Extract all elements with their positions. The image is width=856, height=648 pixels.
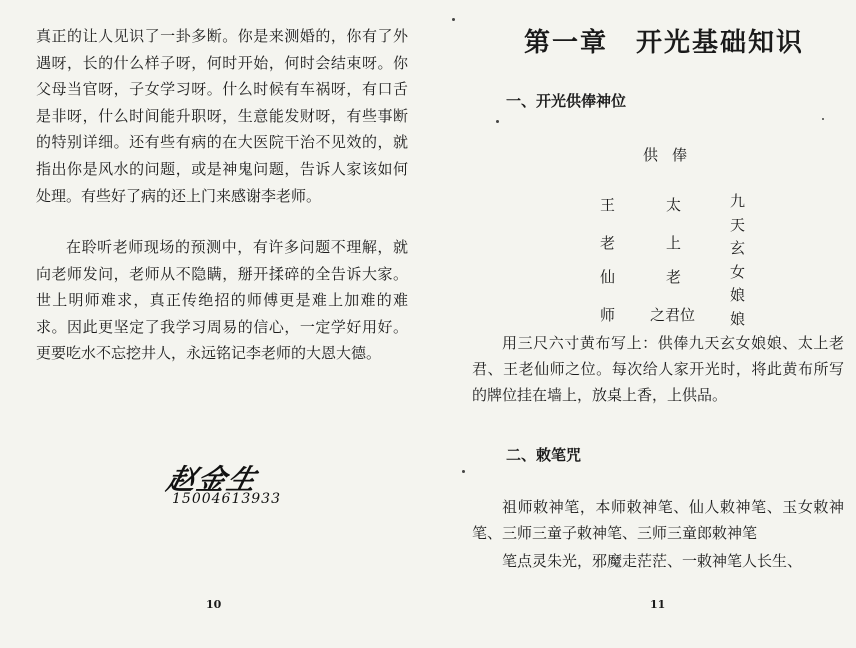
- signature: 赵金生: [163, 463, 262, 496]
- page-number: 10: [206, 598, 222, 611]
- section-heading: 一、开光供俸神位: [506, 92, 627, 110]
- tablet-char: 上: [666, 234, 682, 252]
- body-paragraph: 真正的让人见识了一卦多断。你是来测婚的，你有了外遇呀，长的什么样子呀，何时开始，何时会结束呀。你父母当官呀，子女学习呀。什么时候有车祸呀，有口舌是非呀，什么时间能升职呀，生意能发财呀，有些事断的特别详细。还有些有病的在大医院干治不见效的，就指出你是风水的问题，或是神鬼问题，告诉人家该如何处理。有些好了病的还上门来感谢李老师。: [36, 27, 408, 205]
- chapter-title: 第一章 开光基础知识: [524, 28, 805, 58]
- tablet-char: 老: [666, 268, 682, 286]
- tablet-char: 仙: [600, 268, 616, 286]
- body-paragraph: 在聆听老师现场的预测中，有许多问题不理解，就向老师发问，老师从不隐瞒，掰开揉碎的全告诉大家。世上明师难求，真正传绝招的师傅更是难上加难的难求。因此更坚定了我学习周易的信心，一定学好用好。更要吃水不忘挖井人，永远铭记李老师的大恩大德。: [36, 238, 408, 363]
- tablet-char: 老: [600, 234, 616, 252]
- tablet-title: 供俸: [643, 146, 702, 164]
- section-heading: 二、敕笔咒: [506, 446, 582, 464]
- right-page: [428, 0, 856, 648]
- scan-speck: [462, 470, 465, 473]
- scan-speck: [822, 118, 824, 120]
- tablet-char: 王: [600, 196, 616, 214]
- tablet-vertical-text: 九天玄女娘娘: [730, 192, 746, 328]
- tablet-char: 太: [666, 196, 682, 214]
- page-number: 11: [650, 598, 666, 611]
- body-paragraph: 祖师敕神笔，本师敕神笔、仙人敕神笔、玉女敕神笔、三师三童子敕神笔、三师三童郎敕神笔: [472, 498, 844, 542]
- body-paragraph: 用三尺六寸黄布写上：供俸九天玄女娘娘、太上老君、王老仙师之位。每次给人家开光时，将此黄布所写的牌位挂在墙上，放桌上香，上供品。: [472, 334, 844, 404]
- tablet-char: 师: [600, 306, 616, 324]
- body-line: 笔点灵朱光，邪魔走茫茫、一敕神笔人长生、: [502, 552, 803, 570]
- scan-speck: [452, 18, 455, 21]
- scan-speck: [496, 120, 499, 123]
- signature-phone: 15004613933: [172, 491, 281, 507]
- tablet-char: 之君位: [650, 306, 696, 324]
